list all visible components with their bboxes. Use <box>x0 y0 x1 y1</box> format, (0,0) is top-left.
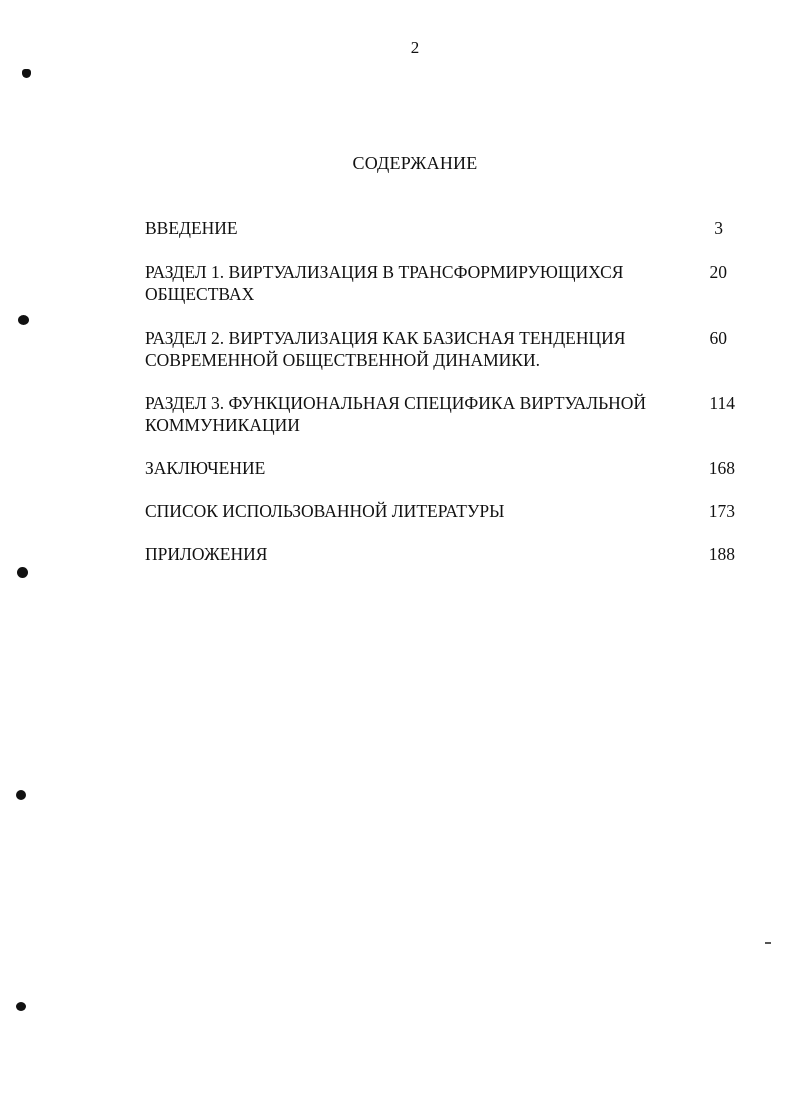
toc-entry-page: 173 <box>708 501 735 521</box>
binding-hole <box>22 69 31 78</box>
page-number: 2 <box>410 38 420 57</box>
toc-entry-title: ЗАКЛЮЧЕНИЕ <box>145 458 266 478</box>
toc-entry-page: 114 <box>709 393 735 413</box>
toc-entry-section-1 <box>145 261 735 305</box>
toc-entry-section-3 <box>145 392 735 436</box>
toc-entry-page: 168 <box>708 458 735 478</box>
binding-hole <box>16 1002 26 1011</box>
toc-entry-page: 3 <box>714 218 723 238</box>
binding-hole <box>17 567 28 578</box>
toc-entry-appendices <box>145 543 735 565</box>
binding-hole <box>18 315 29 325</box>
toc-entry-references <box>145 500 735 522</box>
toc-entry-section-2 <box>145 327 735 371</box>
toc-entry-title: ВВЕДЕНИЕ <box>145 218 238 238</box>
toc-list <box>145 217 735 565</box>
scan-speck <box>765 942 771 944</box>
toc-entry-title: РАЗДЕЛ 1. ВИРТУАЛИЗАЦИЯ В ТРАНСФОРМИРУЮЩИХСЯ ОБЩЕСТВАХ <box>145 262 624 304</box>
toc-entry-page: 20 <box>709 262 727 282</box>
binding-hole <box>16 790 26 800</box>
toc-entry-title: РАЗДЕЛ 3. ФУНКЦИОНАЛЬНАЯ СПЕЦИФИКА ВИРТУАЛЬНОЙ КОММУНИКАЦИИ <box>145 393 647 435</box>
toc-entry-page: 188 <box>708 544 735 564</box>
toc-title: СОДЕРЖАНИЕ <box>352 153 478 173</box>
toc-entry-title: СПИСОК ИСПОЛЬЗОВАННОЙ ЛИТЕРАТУРЫ <box>145 501 505 521</box>
toc-entry-title: РАЗДЕЛ 2. ВИРТУАЛИЗАЦИЯ КАК БАЗИСНАЯ ТЕНДЕНЦИЯ СОВРЕМЕННОЙ ОБЩЕСТВЕННОЙ ДИНАМИКИ. <box>145 328 626 370</box>
toc-entry-title: ПРИЛОЖЕНИЯ <box>145 544 268 564</box>
toc-entry-conclusion <box>145 457 735 479</box>
toc-entry-page: 60 <box>709 328 727 348</box>
toc-entry-introduction <box>145 217 735 239</box>
